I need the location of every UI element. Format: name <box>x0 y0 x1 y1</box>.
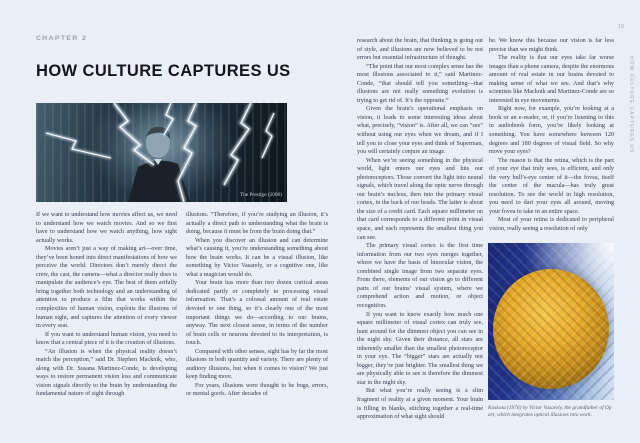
chapter-title: HOW CULTURE CAPTURES US <box>36 62 291 80</box>
page-number: 19 <box>617 24 624 30</box>
paragraph: The reality is that our eyes take far worse images than a phone camera, despite the enormous amount of real estate in our brains devoted to making sense of what we see. And that’s why scientists like Macknik and Martinez-Conde are so interested in eye movements. <box>489 55 614 104</box>
right-page-column-2 <box>489 37 614 243</box>
prestige-caption: The Prestige (2006) <box>239 192 282 198</box>
paragraph: But what you’re really seeing is a slim fragment of reality at a given moment. Your brain is filling in blanks, stitching together a real-time approximation of what sight should <box>357 388 483 421</box>
paragraph: The reason is that the retina, which is the part of your eye that truly sees, is efficient, and only the very bull’s-eye center of it—the fovea, itself the center of the macula—has truly great resolution. To see the world in high resolution, you need to dart your eyes all around, moving your fovea to take in an entire space. <box>489 157 614 215</box>
paragraph: When you discover an illusion and can determine what’s causing it, you’re understanding something about how the brain works. It can be a visual illusion, like something by Victor Vasarely, or a cognitive one, like what a magician would do. <box>186 237 328 278</box>
paragraph: If you want to understand human vision, you need to know that a central piece of it is the creation of illusions. <box>36 331 177 347</box>
paragraph: If you want to know exactly how much one square millimeter of visual cortex can truly see, hunt around for the dimmest object you can see in the night sky. Given their distance, all stars are inherently smaller than the smallest photoreceptor in your eye. The “bigger” stars are actually not bigger, they’re just brighter. The smallest thing we are physically able to see is therefore the dimmest star in the night sky. <box>357 311 483 386</box>
paragraph: illusions. “Therefore, if you’re studying an illusion, it’s actually a direct path to understanding what the brain is doing, because it must be from the brain doing that.” <box>186 212 328 236</box>
vasarely-caption: Koskota (1976) by Victor Vasarely, the grandfather of Op art, which integrates optical illusions into work. <box>488 405 612 418</box>
paragraph: Right now, for example, you’re looking at a book or an e-reader, or, if you’re listening to this in audiobook form, you’re likely looking at something. You have somewhere between 120 degrees and 180 degrees of visual field. So why move your eyes? <box>489 106 614 156</box>
op-art-background <box>488 243 614 400</box>
chapter-kicker: CHAPTER 2 <box>36 35 88 42</box>
right-page-column-1 <box>357 37 483 429</box>
op-art-sphere <box>493 269 609 389</box>
margin-running-head: HOW CULTURE CAPTURES US <box>628 56 634 154</box>
paragraph: Given the brain’s operational emphasis on vision, it leads to some interesting ideas about what, precisely, “vision” is. After all, we can “see” without using our eyes when we dream, and if I tell you to close your eyes and think of Superman, you will certainly conjure an image. <box>357 106 483 156</box>
paragraph: When we’re seeing something in the physical world, light enters our eyes and hits our photoreceptors. Those convert the light into neural signals, which travel along the optic nerve through our brain’s nucleus, then into the primary visual cortex, in the back of our heads. The latter is about the size of a credit card. Each square millimeter on that card corresponds to a different point in visual space, and each represents the smallest thing you can see. <box>357 157 483 241</box>
prestige-figure <box>36 103 287 202</box>
paragraph: “The point that our most complex sense has the most illusions associated to it,” said Martinez-Conde, “that should tell you something—that illusions are not really something evolution is trying to get rid of. It’s the opposite.” <box>357 63 483 104</box>
paragraph: The primary visual cortex is the first time information from our two eyes merges together, where we have the basis of binocular vision, the combined single image from two separate eyes. From there, elements of our vision go to different parts of our brains’ visual system, where we comprehend action and motion, or object recognition. <box>357 243 483 309</box>
paragraph: For years, illusions were thought to be bugs, errors, or mental goofs. After decades of <box>186 382 328 398</box>
left-page-column-1 <box>36 211 177 443</box>
paragraph: research about the brain, that thinking is going out of style, and illusions are now believed to be not errors but essential infrastructure of thought. <box>357 38 483 62</box>
lightning-graphic <box>36 103 287 202</box>
paragraph: Movies aren’t just a way of making art—over time, they’ve been honed into direct manifestations of how we perceive the world. Directors don’t merely direct the crew, the cast, the camera—what a director really does is manipulate the audience’s eye. The best of them artfully bring together both technology and an understanding of attention to produce a film that works within the complexities of human vision, exploits the illusions of human sight, and captures the attention of every viewer in every seat. <box>36 246 177 330</box>
paragraph: Most of your retina is dedicated to peripheral vision, really seeing a resolution of only <box>489 217 614 233</box>
vasarely-figure <box>488 243 614 419</box>
paragraph: be. We know this because our vision is far less precise than we might think. <box>489 38 614 53</box>
paragraph: Compared with other senses, sight has by far the most illusions in both quantity and variety. There are plenty of auditory illusions, but when it comes to vision? We just keep finding more. <box>186 348 328 381</box>
paragraph: If we want to understand how movies affect us, we need to understand how we watch movies. And so we first have to understand how we watch anything, how sight actually works. <box>36 212 177 244</box>
paragraph: Your brain has more than two dozen cortical areas dedicated partly or completely to processing visual information. That’s a colossal amount of real estate devoted to one thing, so it’s clearly one of the most important things we do—according to our brains, anyway. The next closest sense, in terms of the number of brain cells or neurons devoted to its interpretation, is touch. <box>186 280 328 347</box>
paragraph: “An illusion is when the physical reality doesn’t match the perception,” said Dr. Stephen Macknik, who, along with Dr. Susana Martinez-Conde, is developing ways to restore permanent vision loss and communicate vision signals directly to the brain by understanding the fundamental nature of sight through <box>36 348 177 398</box>
left-page-column-2 <box>186 211 328 443</box>
